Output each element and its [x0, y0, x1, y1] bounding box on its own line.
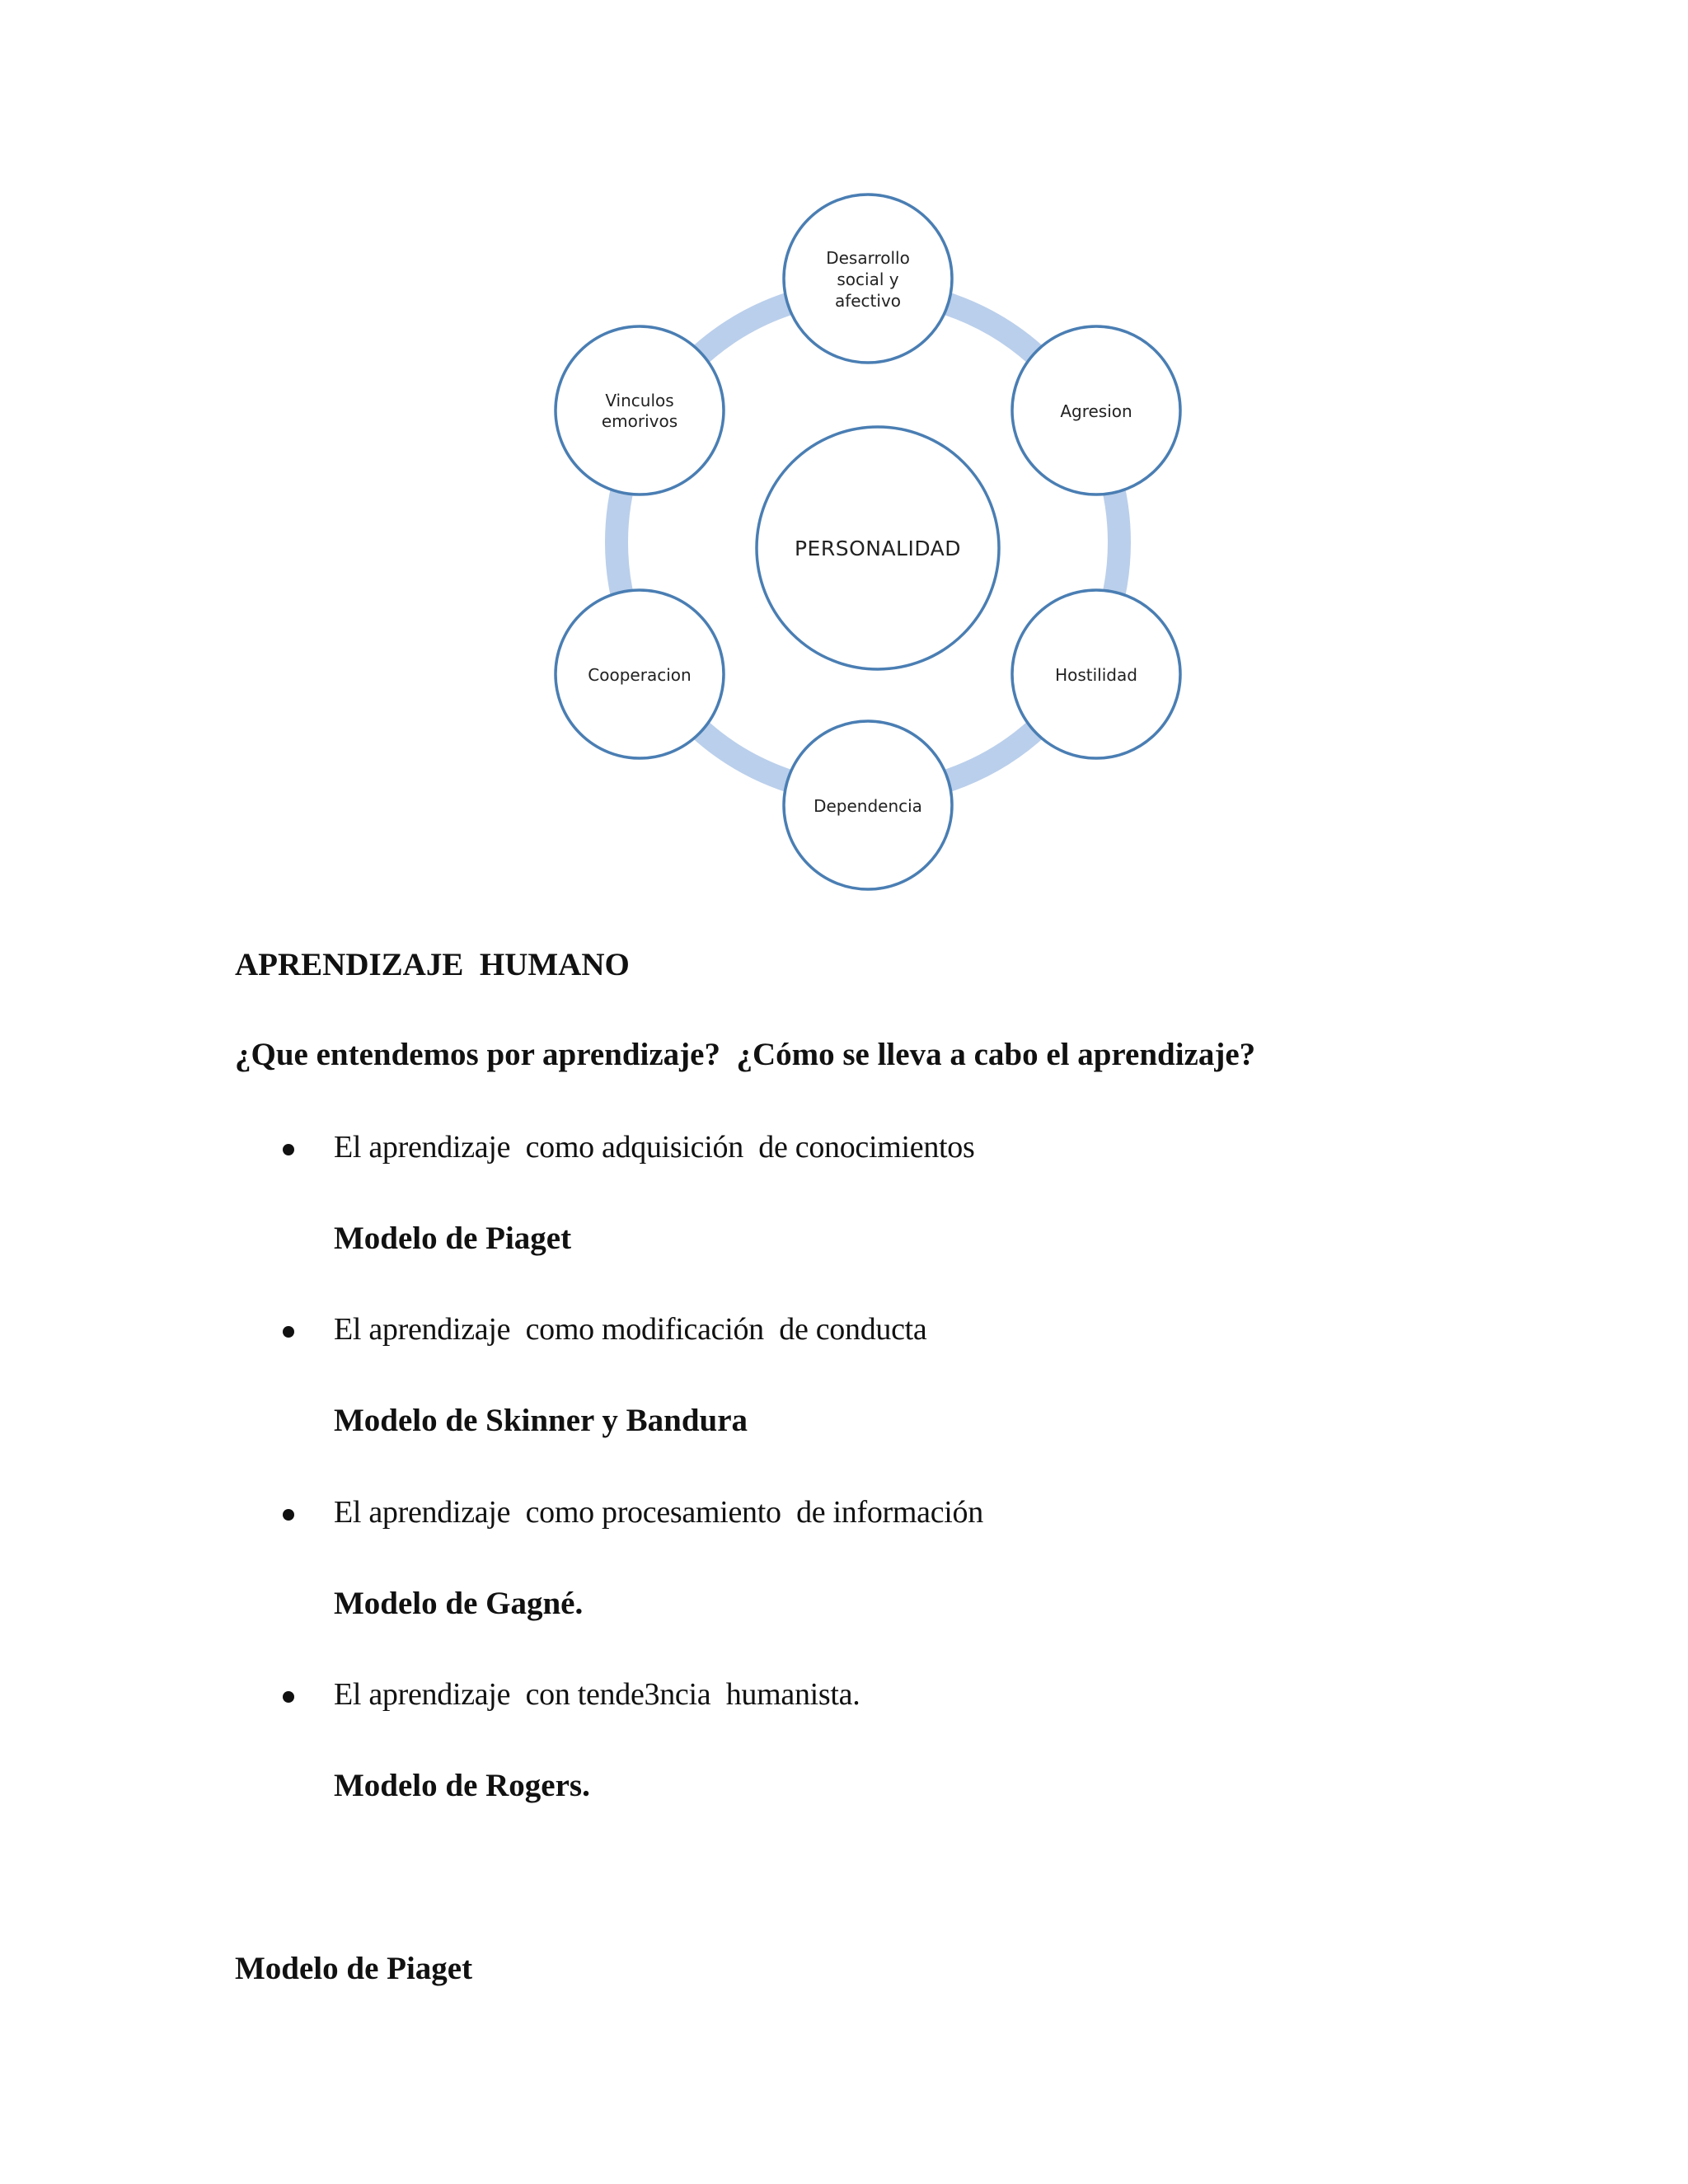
node-label-line: afectivo — [834, 291, 902, 311]
node-label-line: Hostilidad — [1055, 665, 1137, 685]
node-label-line: Vinculos — [605, 391, 674, 410]
bullet-icon — [283, 1691, 294, 1703]
node-agresion — [1012, 326, 1180, 494]
bullet-icon — [283, 1326, 294, 1338]
node-label-line: social y — [837, 269, 899, 289]
model-label: Modelo de Piaget — [334, 1221, 572, 1256]
node-vinculos — [556, 326, 724, 494]
node-dependencia — [784, 721, 952, 889]
diagram-center — [757, 427, 999, 669]
question-heading: ¿Que entendemos por aprendizaje? ¿Cómo se lleva a cabo el aprendizaje? — [235, 1037, 1256, 1072]
model-label: Modelo de Rogers. — [334, 1768, 590, 1803]
next-section-heading: Modelo de Piaget — [235, 1951, 473, 1986]
center-label: PERSONALIDAD — [794, 537, 962, 560]
model-label: Modelo de Skinner y Bandura — [334, 1403, 748, 1438]
bullet-icon — [283, 1509, 294, 1521]
node-desarrollo — [784, 194, 952, 363]
section-title: APRENDIZAJE HUMANO — [235, 947, 630, 982]
node-label-line: Desarrollo — [826, 248, 910, 268]
node-label-line: Dependencia — [814, 796, 922, 816]
node-hostilidad — [1012, 590, 1180, 758]
node-label-line: Cooperacion — [588, 665, 692, 685]
list-item-text: El aprendizaje como adquisición de conocimientos — [334, 1130, 975, 1165]
node-label-line: emorivos — [601, 411, 678, 431]
list-item-text: El aprendizaje como procesamiento de información — [334, 1495, 983, 1530]
list-item-text: El aprendizaje con tende3ncia humanista. — [334, 1677, 860, 1712]
model-label: Modelo de Gagné. — [334, 1586, 584, 1621]
bullet-icon — [283, 1144, 294, 1155]
node-label-line: Agresion — [1060, 401, 1132, 421]
personality-cycle-diagram — [0, 0, 1688, 907]
list-item-text: El aprendizaje como modificación de conducta — [334, 1312, 927, 1347]
node-cooperacion — [556, 590, 724, 758]
